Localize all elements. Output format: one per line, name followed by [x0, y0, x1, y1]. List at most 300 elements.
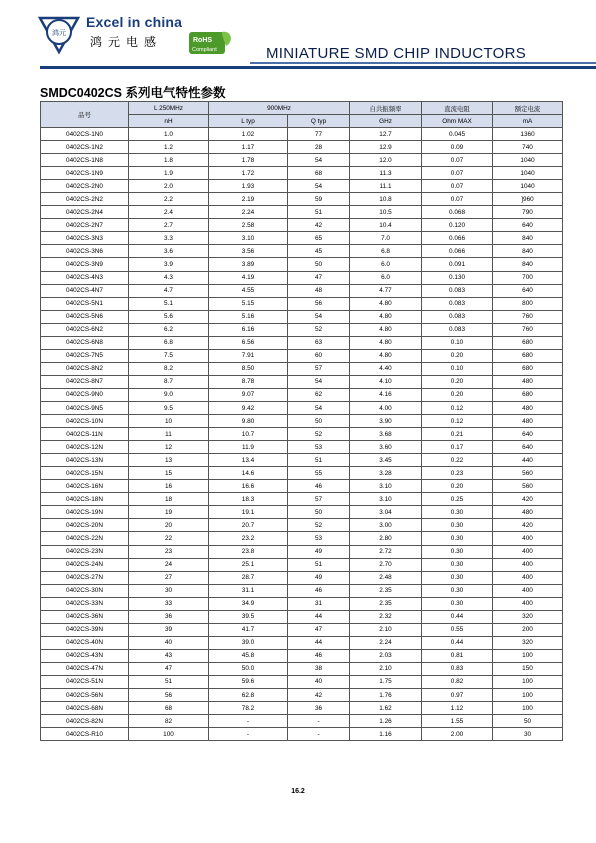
- cell-q-typ: 60: [288, 349, 350, 362]
- table-row: [41, 415, 563, 428]
- table-row: [41, 180, 563, 193]
- cell-inductance: 10: [129, 415, 209, 428]
- table-row: [41, 284, 563, 297]
- cell-rated-current: 840: [493, 245, 563, 258]
- col-header-900mhz: 900MHz: [209, 102, 350, 115]
- cell-l-typ: 4.19: [209, 271, 288, 284]
- cell-part-number: 0402CS-12N: [41, 441, 129, 454]
- cell-q-typ: 65: [288, 232, 350, 245]
- cell-q-typ: 54: [288, 180, 350, 193]
- cell-part-number: 0402CS-4N7: [41, 284, 129, 297]
- cell-inductance: 15: [129, 467, 209, 480]
- cell-rated-current: 320: [493, 610, 563, 623]
- cell-part-number: 0402CS-7N5: [41, 349, 129, 362]
- cell-inductance: 51: [129, 675, 209, 688]
- cell-q-typ: 42: [288, 219, 350, 232]
- cell-q-typ: -: [288, 715, 350, 728]
- cell-part-number: 0402CS-33N: [41, 597, 129, 610]
- cell-rated-current: 790: [493, 206, 563, 219]
- cell-l-typ: 20.7: [209, 519, 288, 532]
- cell-l-typ: 50.0: [209, 662, 288, 675]
- table-row: [41, 689, 563, 702]
- table-row: [41, 728, 563, 741]
- cell-q-typ: 50: [288, 415, 350, 428]
- cell-rated-current: 400: [493, 584, 563, 597]
- cell-q-typ: 42: [288, 689, 350, 702]
- cell-l-typ: 9.07: [209, 388, 288, 401]
- cell-dcr: 0.17: [422, 441, 493, 454]
- cell-rated-current: 760: [493, 323, 563, 336]
- table-row: [41, 401, 563, 414]
- cell-rated-current: 100: [493, 702, 563, 715]
- cell-rated-current: 680: [493, 349, 563, 362]
- cell-q-typ: 56: [288, 297, 350, 310]
- cell-q-typ: 49: [288, 545, 350, 558]
- cell-inductance: 39: [129, 623, 209, 636]
- cell-rated-current: 680: [493, 388, 563, 401]
- cell-dcr: 0.045: [422, 128, 493, 141]
- cell-srf: 2.24: [350, 636, 422, 649]
- cell-inductance: 56: [129, 689, 209, 702]
- table-row: [41, 519, 563, 532]
- table-row: [41, 597, 563, 610]
- cell-rated-current: 400: [493, 532, 563, 545]
- cell-dcr: 0.97: [422, 689, 493, 702]
- cell-q-typ: 28: [288, 141, 350, 154]
- cell-dcr: 0.30: [422, 558, 493, 571]
- table-row: [41, 623, 563, 636]
- rohs-label: RoHS: [193, 37, 213, 44]
- cell-rated-current: 560: [493, 467, 563, 480]
- cell-part-number: 0402CS-36N: [41, 610, 129, 623]
- cell-srf: 4.16: [350, 388, 422, 401]
- cell-rated-current: ]960: [493, 193, 563, 206]
- cell-dcr: 0.55: [422, 623, 493, 636]
- cell-q-typ: 47: [288, 623, 350, 636]
- cell-dcr: 0.07: [422, 193, 493, 206]
- cell-q-typ: 44: [288, 636, 350, 649]
- cell-part-number: 0402CS-2N2: [41, 193, 129, 206]
- col-unit-l: nH: [129, 115, 209, 128]
- cell-inductance: 27: [129, 571, 209, 584]
- cell-inductance: 1.8: [129, 154, 209, 167]
- table-row: [41, 323, 563, 336]
- table-row: [41, 545, 563, 558]
- spec-table-body: [41, 128, 563, 741]
- cell-l-typ: 31.1: [209, 584, 288, 597]
- header-rule: [40, 66, 596, 69]
- cell-rated-current: 840: [493, 258, 563, 271]
- cell-dcr: 0.30: [422, 506, 493, 519]
- cell-dcr: 0.30: [422, 519, 493, 532]
- cell-part-number: 0402CS-27N: [41, 571, 129, 584]
- cell-rated-current: 50: [493, 715, 563, 728]
- cell-dcr: 0.130: [422, 271, 493, 284]
- cell-rated-current: 420: [493, 493, 563, 506]
- cell-l-typ: 2.19: [209, 193, 288, 206]
- cell-l-typ: 39.5: [209, 610, 288, 623]
- cell-rated-current: 640: [493, 219, 563, 232]
- cell-inductance: 100: [129, 728, 209, 741]
- cell-q-typ: 50: [288, 506, 350, 519]
- cell-q-typ: 47: [288, 271, 350, 284]
- cell-l-typ: 6.16: [209, 323, 288, 336]
- cell-part-number: 0402CS-3N6: [41, 245, 129, 258]
- table-row: [41, 193, 563, 206]
- cell-dcr: 0.44: [422, 610, 493, 623]
- cell-q-typ: 54: [288, 310, 350, 323]
- table-row: [41, 336, 563, 349]
- cell-l-typ: 1.78: [209, 154, 288, 167]
- cell-dcr: 0.30: [422, 597, 493, 610]
- cell-part-number: 0402CS-16N: [41, 480, 129, 493]
- cell-rated-current: 480: [493, 401, 563, 414]
- cell-inductance: 16: [129, 480, 209, 493]
- cell-q-typ: 31: [288, 597, 350, 610]
- cell-inductance: 11: [129, 428, 209, 441]
- cell-srf: 2.35: [350, 584, 422, 597]
- cell-part-number: 0402CS-1N0: [41, 128, 129, 141]
- table-row: [41, 297, 563, 310]
- cell-inductance: 3.6: [129, 245, 209, 258]
- cell-dcr: 0.068: [422, 206, 493, 219]
- cell-srf: 2.32: [350, 610, 422, 623]
- cell-l-typ: 9.80: [209, 415, 288, 428]
- cell-q-typ: 54: [288, 401, 350, 414]
- cell-q-typ: 63: [288, 336, 350, 349]
- cell-q-typ: 55: [288, 467, 350, 480]
- cell-inductance: 68: [129, 702, 209, 715]
- cell-rated-current: 400: [493, 597, 563, 610]
- cell-inductance: 33: [129, 597, 209, 610]
- cell-l-typ: 3.56: [209, 245, 288, 258]
- cell-q-typ: 46: [288, 584, 350, 597]
- cell-dcr: 0.07: [422, 180, 493, 193]
- cell-srf: 2.35: [350, 597, 422, 610]
- cell-inductance: 1.2: [129, 141, 209, 154]
- cell-srf: 1.62: [350, 702, 422, 715]
- cell-rated-current: 640: [493, 284, 563, 297]
- cell-l-typ: 11.9: [209, 441, 288, 454]
- cell-inductance: 7.5: [129, 349, 209, 362]
- cell-l-typ: 45.8: [209, 649, 288, 662]
- cell-inductance: 2.4: [129, 206, 209, 219]
- col-header-srf: 自共振频率: [350, 102, 422, 115]
- cell-q-typ: 57: [288, 493, 350, 506]
- cell-inductance: 43: [129, 649, 209, 662]
- cell-rated-current: 400: [493, 571, 563, 584]
- cell-dcr: 0.091: [422, 258, 493, 271]
- cell-rated-current: 150: [493, 662, 563, 675]
- cell-srf: 11.3: [350, 167, 422, 180]
- cell-rated-current: 680: [493, 336, 563, 349]
- cell-inductance: 8.7: [129, 375, 209, 388]
- cell-part-number: 0402CS-8N2: [41, 362, 129, 375]
- cell-srf: 4.40: [350, 362, 422, 375]
- cell-rated-current: 480: [493, 375, 563, 388]
- cell-inductance: 20: [129, 519, 209, 532]
- cell-srf: 1.76: [350, 689, 422, 702]
- table-row: [41, 558, 563, 571]
- cell-part-number: 0402CS-R10: [41, 728, 129, 741]
- cell-srf: 2.48: [350, 571, 422, 584]
- cell-dcr: 0.120: [422, 219, 493, 232]
- cell-srf: 10.4: [350, 219, 422, 232]
- cell-l-typ: 41.7: [209, 623, 288, 636]
- cell-l-typ: 1.02: [209, 128, 288, 141]
- cell-dcr: 1.55: [422, 715, 493, 728]
- cell-q-typ: 68: [288, 167, 350, 180]
- cell-srf: 3.68: [350, 428, 422, 441]
- cell-l-typ: 19.1: [209, 506, 288, 519]
- cell-l-typ: 2.58: [209, 219, 288, 232]
- cell-inductance: 2.7: [129, 219, 209, 232]
- cell-l-typ: 13.4: [209, 454, 288, 467]
- table-row: [41, 610, 563, 623]
- cell-dcr: 0.30: [422, 584, 493, 597]
- cell-rated-current: 800: [493, 297, 563, 310]
- cell-srf: 3.90: [350, 415, 422, 428]
- cell-dcr: 0.30: [422, 571, 493, 584]
- cell-q-typ: 51: [288, 206, 350, 219]
- cell-dcr: 0.10: [422, 362, 493, 375]
- cell-l-typ: 39.0: [209, 636, 288, 649]
- table-row: [41, 493, 563, 506]
- cell-l-typ: 4.55: [209, 284, 288, 297]
- cell-dcr: 0.20: [422, 388, 493, 401]
- cell-q-typ: 51: [288, 558, 350, 571]
- table-row: [41, 141, 563, 154]
- cell-l-typ: 9.42: [209, 401, 288, 414]
- cell-dcr: 0.09: [422, 141, 493, 154]
- cell-l-typ: -: [209, 715, 288, 728]
- cell-q-typ: 77: [288, 128, 350, 141]
- table-title: SMDC0402CS 系列电气特性参数: [40, 86, 226, 100]
- cell-part-number: 0402CS-1N9: [41, 167, 129, 180]
- cell-part-number: 0402CS-2N7: [41, 219, 129, 232]
- cell-inductance: 9.5: [129, 401, 209, 414]
- cell-dcr: 1.12: [422, 702, 493, 715]
- cell-dcr: 0.25: [422, 493, 493, 506]
- cell-dcr: 0.07: [422, 167, 493, 180]
- cell-inductance: 12: [129, 441, 209, 454]
- cell-srf: 10.8: [350, 193, 422, 206]
- cell-part-number: 0402CS-82N: [41, 715, 129, 728]
- cell-srf: 4.10: [350, 375, 422, 388]
- cell-dcr: 0.12: [422, 415, 493, 428]
- cell-rated-current: 400: [493, 545, 563, 558]
- cell-dcr: 0.20: [422, 375, 493, 388]
- cell-rated-current: 740: [493, 141, 563, 154]
- col-unit-idc: mA: [493, 115, 563, 128]
- cell-srf: 3.00: [350, 519, 422, 532]
- cell-l-typ: 2.24: [209, 206, 288, 219]
- cell-part-number: 0402CS-30N: [41, 584, 129, 597]
- table-row: [41, 715, 563, 728]
- table-row: [41, 310, 563, 323]
- cell-dcr: 0.23: [422, 467, 493, 480]
- cell-q-typ: 53: [288, 532, 350, 545]
- cell-part-number: 0402CS-13N: [41, 454, 129, 467]
- cell-q-typ: 53: [288, 441, 350, 454]
- cell-dcr: 0.20: [422, 349, 493, 362]
- cell-q-typ: 46: [288, 480, 350, 493]
- cell-dcr: 0.066: [422, 245, 493, 258]
- table-row: [41, 506, 563, 519]
- cell-dcr: 0.10: [422, 336, 493, 349]
- cell-dcr: 0.083: [422, 297, 493, 310]
- cell-rated-current: 680: [493, 362, 563, 375]
- brand-name: Excel in china: [86, 14, 183, 30]
- table-row: [41, 258, 563, 271]
- cell-srf: 4.80: [350, 336, 422, 349]
- cell-part-number: 0402CS-4N3: [41, 271, 129, 284]
- table-row: [41, 662, 563, 675]
- cell-srf: 6.0: [350, 258, 422, 271]
- cell-l-typ: 7.91: [209, 349, 288, 362]
- cell-part-number: 0402CS-9N0: [41, 388, 129, 401]
- cell-inductance: 82: [129, 715, 209, 728]
- table-row: [41, 167, 563, 180]
- col-header-qtyp: Q typ: [288, 115, 350, 128]
- cell-inductance: 9.0: [129, 388, 209, 401]
- cell-srf: 4.80: [350, 297, 422, 310]
- col-header-part: 品号: [41, 102, 129, 128]
- cell-srf: 3.04: [350, 506, 422, 519]
- cell-rated-current: 480: [493, 506, 563, 519]
- cell-l-typ: 8.50: [209, 362, 288, 375]
- cell-rated-current: 100: [493, 675, 563, 688]
- cell-srf: 10.5: [350, 206, 422, 219]
- cell-part-number: 0402CS-51N: [41, 675, 129, 688]
- cell-l-typ: 1.17: [209, 141, 288, 154]
- table-row: [41, 454, 563, 467]
- cell-l-typ: 59.6: [209, 675, 288, 688]
- cell-inductance: 22: [129, 532, 209, 545]
- cell-l-typ: 28.7: [209, 571, 288, 584]
- cell-rated-current: 1040: [493, 167, 563, 180]
- cell-q-typ: 54: [288, 375, 350, 388]
- cell-q-typ: 52: [288, 519, 350, 532]
- cell-dcr: 0.083: [422, 323, 493, 336]
- cell-srf: 3.45: [350, 454, 422, 467]
- cell-rated-current: 100: [493, 649, 563, 662]
- table-row: [41, 532, 563, 545]
- cell-l-typ: 8.78: [209, 375, 288, 388]
- cell-q-typ: 40: [288, 675, 350, 688]
- cell-q-typ: 51: [288, 454, 350, 467]
- cell-dcr: 0.083: [422, 284, 493, 297]
- table-row: [41, 584, 563, 597]
- cell-dcr: 0.82: [422, 675, 493, 688]
- cell-l-typ: 62.8: [209, 689, 288, 702]
- cell-dcr: 0.83: [422, 662, 493, 675]
- cell-part-number: 0402CS-8N7: [41, 375, 129, 388]
- cell-part-number: 0402CS-1N8: [41, 154, 129, 167]
- header-accent-rule: [250, 62, 596, 64]
- cell-rated-current: 760: [493, 310, 563, 323]
- table-row: [41, 441, 563, 454]
- cell-l-typ: 78.2: [209, 702, 288, 715]
- cell-q-typ: 59: [288, 193, 350, 206]
- spec-table: [40, 101, 563, 741]
- brand-name-cn: 鸿元电感: [90, 35, 163, 49]
- cell-srf: 3.60: [350, 441, 422, 454]
- table-row: [41, 388, 563, 401]
- cell-inductance: 6.8: [129, 336, 209, 349]
- table-row: [41, 128, 563, 141]
- cell-dcr: 0.07: [422, 154, 493, 167]
- cell-rated-current: 200: [493, 623, 563, 636]
- cell-q-typ: 38: [288, 662, 350, 675]
- cell-inductance: 30: [129, 584, 209, 597]
- cell-part-number: 0402CS-3N3: [41, 232, 129, 245]
- cell-srf: 2.10: [350, 662, 422, 675]
- cell-part-number: 0402CS-18N: [41, 493, 129, 506]
- cell-part-number: 0402CS-22N: [41, 532, 129, 545]
- cell-part-number: 0402CS-23N: [41, 545, 129, 558]
- cell-l-typ: 1.72: [209, 167, 288, 180]
- cell-dcr: 0.30: [422, 532, 493, 545]
- cell-part-number: 0402CS-68N: [41, 702, 129, 715]
- cell-dcr: 0.083: [422, 310, 493, 323]
- col-unit-srf: GHz: [350, 115, 422, 128]
- cell-l-typ: 25.1: [209, 558, 288, 571]
- table-row: [41, 206, 563, 219]
- cell-srf: 3.10: [350, 480, 422, 493]
- table-row: [41, 219, 563, 232]
- cell-part-number: 0402CS-1N2: [41, 141, 129, 154]
- cell-part-number: 0402CS-40N: [41, 636, 129, 649]
- cell-rated-current: 1040: [493, 154, 563, 167]
- cell-l-typ: 14.6: [209, 467, 288, 480]
- cell-part-number: 0402CS-43N: [41, 649, 129, 662]
- cell-q-typ: 45: [288, 245, 350, 258]
- cell-l-typ: -: [209, 728, 288, 741]
- cell-rated-current: 640: [493, 428, 563, 441]
- cell-inductance: 36: [129, 610, 209, 623]
- table-row: [41, 375, 563, 388]
- table-row: [41, 636, 563, 649]
- cell-inductance: 4.7: [129, 284, 209, 297]
- cell-srf: 3.28: [350, 467, 422, 480]
- cell-rated-current: 1040: [493, 180, 563, 193]
- cell-inductance: 6.2: [129, 323, 209, 336]
- cell-inductance: 3.9: [129, 258, 209, 271]
- cell-inductance: 13: [129, 454, 209, 467]
- cell-rated-current: 400: [493, 558, 563, 571]
- rohs-sub: Compliant: [192, 47, 217, 53]
- cell-rated-current: 640: [493, 441, 563, 454]
- cell-l-typ: 5.15: [209, 297, 288, 310]
- cell-srf: 4.80: [350, 310, 422, 323]
- table-row: [41, 702, 563, 715]
- cell-inductance: 1.0: [129, 128, 209, 141]
- logo-cn-text: 鸿元: [52, 29, 66, 37]
- cell-srf: 2.80: [350, 532, 422, 545]
- table-row: [41, 349, 563, 362]
- cell-srf: 4.80: [350, 349, 422, 362]
- cell-inductance: 2.2: [129, 193, 209, 206]
- cell-srf: 2.03: [350, 649, 422, 662]
- cell-dcr: 0.20: [422, 480, 493, 493]
- cell-inductance: 2.0: [129, 180, 209, 193]
- cell-srf: 7.0: [350, 232, 422, 245]
- cell-rated-current: 30: [493, 728, 563, 741]
- cell-part-number: 0402CS-5N1: [41, 297, 129, 310]
- cell-part-number: 0402CS-15N: [41, 467, 129, 480]
- cell-srf: 12.0: [350, 154, 422, 167]
